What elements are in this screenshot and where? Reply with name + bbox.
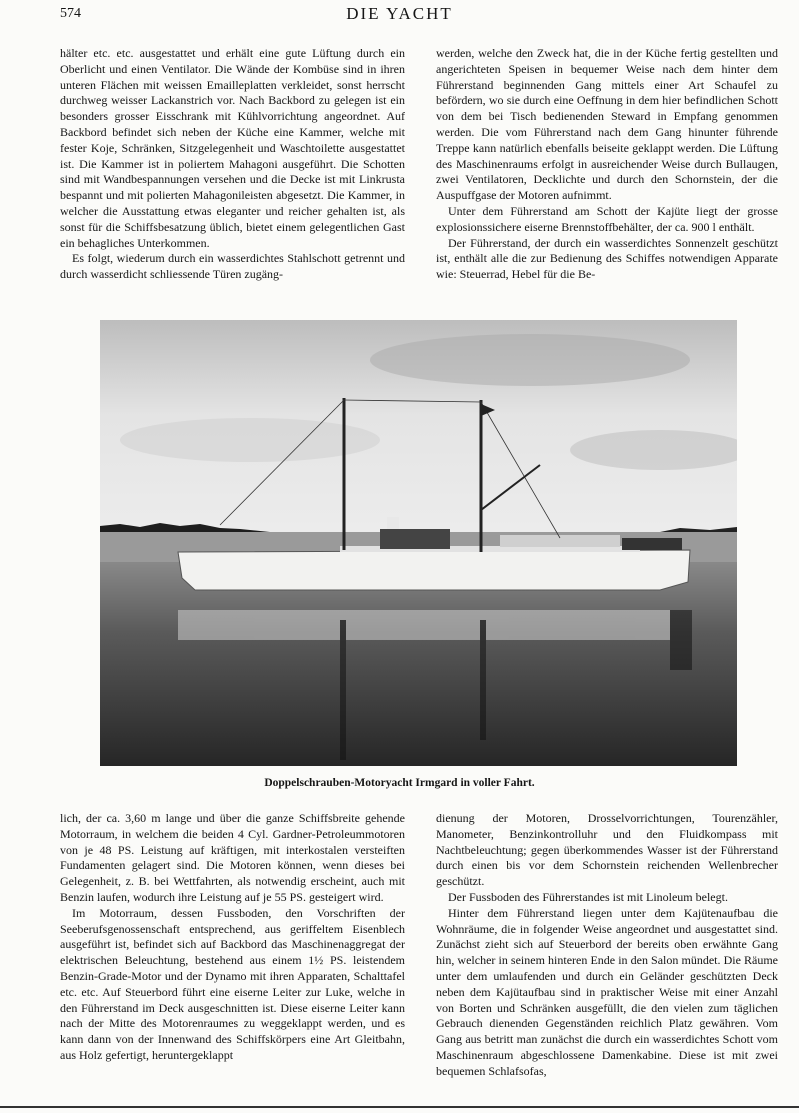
paragraph: Es folgt, wiederum durch ein wasserdichtes Stahlschott getrennt und durch wasserdicht schliessende Türen zugäng- xyxy=(60,251,405,282)
paragraph: Im Motorraum, dessen Fussboden, den Vorschriften der Seeberufsgenossenschaft entsprechend, aus geriffeltem Eisenblech ausgeführt ist, befindet sich auf Backbord das Maschinenaggregat der elektrischen Beleuchtung, bestehend aus einem 1½ PS. leistendem Benzin-Grade-Motor und der Dynamo mit ihren Apparaten, Schalttafel etc. etc. Auf Steuerbord führt eine eiserne Leiter zur Luke, welche in den Führerstand im Deck ausgeschnitten ist. Diese eiserne Leiter kann nach der Mitte des Motorenraumes zu weggeklappt werden, und es kann dann von der Innenwand des Schiffskörpers eine Art Gleitbahn, aus Holz gefertigt, heruntergeklappt xyxy=(60,905,405,1062)
paragraph: werden, welche den Zweck hat, die in der Küche fertig gestellten und angerichteten Speisen in bequemer Weise nach dem hinter dem Führerstand beginnenden Gang mittels einer Art Schaufel zu befördern, wo sie durch eine Oeffnung in dem hier befindlichen Schott von dem bei Tisch bedienenden Steward in Empfang genommen werden. Die vom Führerstand nach dem Gang hinunter führende Treppe kann natürlich ebenfalls beiseite geklappt werden. Die Lüftung des Maschinenraums erfolgt in ausreichender Weise durch Bullaugen, zwei Ventilatoren, Decklichte und durch den Schornstein, der die Auspuffgase der Motoren aufnimmt. xyxy=(436,46,778,203)
column-top-right xyxy=(436,46,778,283)
figure-caption: Doppelschrauben-Motoryacht Irmgard in voller Fahrt. xyxy=(264,777,535,789)
column-bottom-right xyxy=(436,811,778,1080)
yacht-photograph xyxy=(100,320,737,766)
bottom-rule xyxy=(0,1106,799,1108)
paragraph: Unter dem Führerstand am Schott der Kajüte liegt der grosse explosionssichere eiserne Brennstoffbehälter, der ca. 900 l enthält. xyxy=(436,203,778,234)
paragraph: Der Fussboden des Führerstandes ist mit Linoleum belegt. xyxy=(448,889,728,904)
paragraph: lich, der ca. 3,60 m lange und über die ganze Schiffsbreite gehende Motorraum, in welchem die beiden 4 Cyl. Gardner-Petroleummotoren von je 48 PS. Leistung auf kräftigen, mit interkostalen versteiften Fundamenten gelagert sind. Die Motoren können, wenn dieses bei Gelegenheit, z. B. bei Wettfahrten, als notwendig erscheint, auch mit Benzin laufen, wodurch ihre Leistung auf je 55 PS. gesteigert wird. xyxy=(60,811,405,904)
column-top-left xyxy=(60,46,405,283)
page-number: 574 xyxy=(60,6,81,21)
paragraph: Hinter dem Führerstand liegen unter dem Kajütenaufbau die Wohnräume, die in folgender Weise angeordnet und ausgestattet sind. Zunächst zieht sich auf Steuerbord der bereits oben erwähnte Gang hin, welcher in seinem hinteren Ende in den Salon mündet. Die Räume unter dem umlaufenden und durch ein Geländer geschützten Deck neben dem Kajütaufbau sind in praktischer Weise mit einer Anzahl von Borten und Schränken ausgefüllt, die den vielen zum täglichen Gebrauch dienenden Gegenständen reichlich Platz gewähren. Vom Gang aus betritt man zunächst die durch ein wasserdichtes Schott vom Maschinenraum abgeschlossene Damenkabine. Diese ist mit zwei bequemen Schlafsofas, xyxy=(436,905,778,1078)
column-bottom-left xyxy=(60,811,405,1064)
paragraph: hälter etc. etc. ausgestattet und erhält eine gute Lüftung durch ein Oberlicht und einen Ventilator. Die Wände der Kombüse sind in ihren unteren Flächen mit weissen Emailleplatten verkleidet, sonst herrscht durchweg weisser Lackanstrich vor. Nach Backbord zu gelegen ist ein besonders grosser Eisschrank mit Kühlvorrichtung angeordnet. Auf Backbord befindet sich neben der Küche eine Kammer, welche mit fester Koje, Schränken, Sitzgelegenheit und Waschtoilette ausgestattet ist. Die Kammer ist in poliertem Mahagoni ausgeführt. Die Schotten sind mit Wandbespannungen versehen und die Decke ist mit Linkrusta bespannt und mit polierten Mahagonileisten abgesetzt. Die Kammer, in welcher die Ausstattung etwas eleganter und reicher gehalten ist, als sonst für die Schiffsbesatzung üblich, bietet einem gelegentlichen Gast ein behagliches Unterkommen. xyxy=(60,46,405,250)
paragraph: dienung der Motoren, Drosselvorrichtungen, Tourenzähler, Manometer, Benzinkontrolluhr und den Fluidkompass mit Nachtbeleuchtung; gegen überkommendes Wasser ist der Führerstand durch einen bis vor dem Schornstein reichenden Wellenbrecher geschützt. xyxy=(436,811,778,889)
water xyxy=(100,560,737,766)
hull xyxy=(178,550,690,590)
paragraph: Der Führerstand, der durch ein wasserdichtes Sonnenzelt geschützt ist, enthält alle die zur Bedienung des Schiffes notwendigen Apparate wie: Steuerrad, Hebel für die Be- xyxy=(436,235,778,282)
running-head: DIE YACHT xyxy=(346,4,453,23)
